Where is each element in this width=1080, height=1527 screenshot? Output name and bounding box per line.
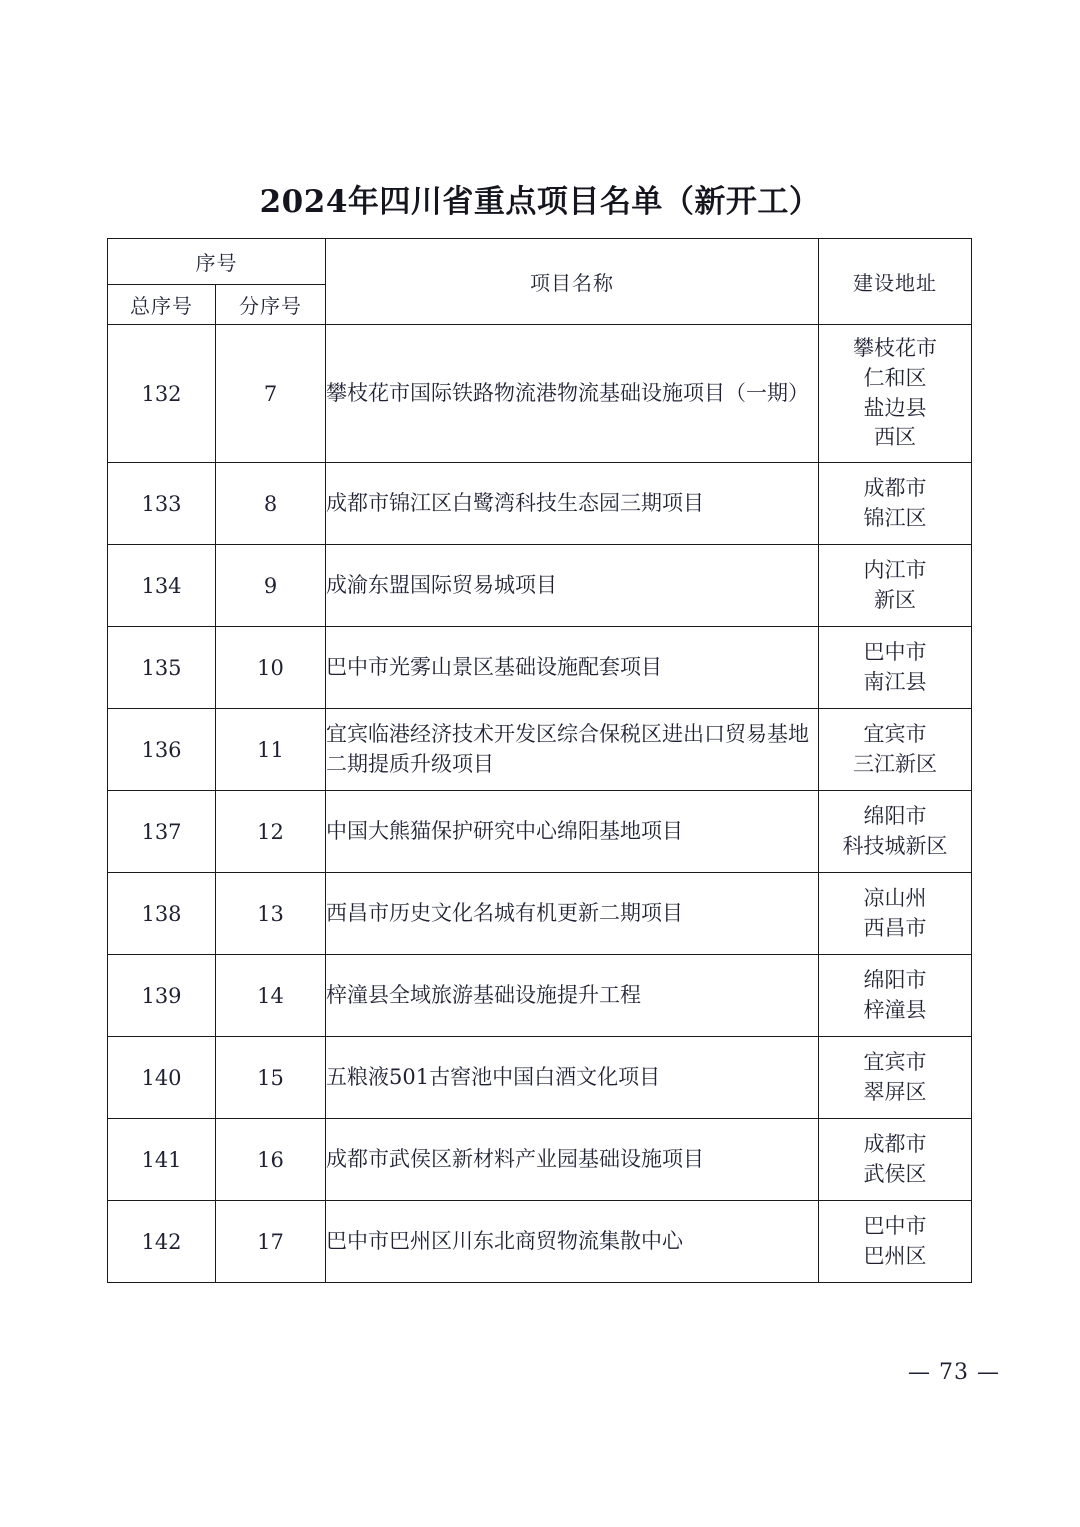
address-line: 科技城新区 (842, 833, 948, 858)
address-line: 西区 (874, 425, 916, 450)
cell-build-address (819, 1201, 972, 1283)
table-body (108, 325, 972, 1283)
table-row (108, 545, 972, 627)
cell-total-index: 138 (108, 873, 216, 955)
address-line: 宜宾市 (863, 1049, 927, 1074)
cell-project-name (326, 1037, 819, 1119)
table-row (108, 1037, 972, 1119)
column-header-build-address: 建设地址 (819, 239, 972, 325)
project-name-text: 中国大熊猫保护研究中心绵阳基地项目 (326, 818, 683, 843)
page-number: — 73 — (908, 1360, 1000, 1385)
key-projects-table (107, 238, 972, 1283)
project-name-text: 巴中市光雾山景区基础设施配套项目 (326, 654, 662, 679)
cell-project-name (326, 1119, 819, 1201)
table-row (108, 1201, 972, 1283)
address-line: 巴州区 (863, 1243, 927, 1268)
address-line: 成都市 (863, 1131, 927, 1156)
address-line: 巴中市 (863, 639, 927, 664)
cell-total-index: 133 (108, 463, 216, 545)
cell-total-index: 134 (108, 545, 216, 627)
cell-sub-index: 14 (216, 955, 326, 1037)
cell-build-address (819, 325, 972, 463)
cell-project-name (326, 955, 819, 1037)
address-line: 绵阳市 (863, 803, 927, 828)
cell-sub-index: 15 (216, 1037, 326, 1119)
cell-build-address (819, 873, 972, 955)
cell-total-index: 136 (108, 709, 216, 791)
cell-build-address (819, 1037, 972, 1119)
address-line: 仁和区 (863, 365, 927, 390)
cell-total-index: 135 (108, 627, 216, 709)
project-name-text: 宜宾临港经济技术开发区综合保税区进出口贸易基地二期提质升级项目 (326, 721, 809, 776)
cell-total-index: 141 (108, 1119, 216, 1201)
project-name-text: 成渝东盟国际贸易城项目 (326, 572, 557, 597)
column-header-project-name: 项目名称 (326, 239, 819, 325)
address-line: 凉山州 (863, 885, 927, 910)
page-title: 2024年四川省重点项目名单（新开工） (259, 184, 821, 220)
cell-sub-index: 7 (216, 325, 326, 463)
address-line: 内江市 (863, 557, 927, 582)
cell-sub-index: 12 (216, 791, 326, 873)
cell-build-address (819, 463, 972, 545)
address-line: 梓潼县 (863, 997, 927, 1022)
project-name-text: 五粮液501古窖池中国白酒文化项目 (326, 1064, 661, 1089)
cell-build-address (819, 1119, 972, 1201)
cell-sub-index: 13 (216, 873, 326, 955)
address-line: 武侯区 (863, 1161, 927, 1186)
column-header-total-index: 总序号 (108, 285, 216, 325)
cell-total-index: 132 (108, 325, 216, 463)
table-row (108, 709, 972, 791)
address-line: 西昌市 (863, 915, 927, 940)
cell-build-address (819, 709, 972, 791)
cell-sub-index: 8 (216, 463, 326, 545)
cell-project-name (326, 1201, 819, 1283)
project-name-text: 梓潼县全域旅游基础设施提升工程 (326, 982, 641, 1007)
cell-sub-index: 17 (216, 1201, 326, 1283)
cell-total-index: 140 (108, 1037, 216, 1119)
project-name-text: 攀枝花市国际铁路物流港物流基础设施项目（一期） (326, 380, 809, 405)
cell-project-name (326, 709, 819, 791)
cell-build-address (819, 955, 972, 1037)
table-row (108, 791, 972, 873)
address-line: 成都市 (863, 475, 927, 500)
address-line: 翠屏区 (863, 1079, 927, 1104)
project-name-text: 巴中市巴州区川东北商贸物流集散中心 (326, 1228, 683, 1253)
address-line: 锦江区 (863, 505, 927, 530)
cell-sub-index: 16 (216, 1119, 326, 1201)
table-row (108, 627, 972, 709)
table-row (108, 955, 972, 1037)
column-header-index-group: 序号 (108, 239, 326, 285)
cell-total-index: 142 (108, 1201, 216, 1283)
cell-project-name (326, 791, 819, 873)
cell-build-address (819, 627, 972, 709)
table-row (108, 873, 972, 955)
table-row (108, 1119, 972, 1201)
address-line: 巴中市 (863, 1213, 927, 1238)
address-line: 新区 (874, 587, 916, 612)
cell-project-name (326, 545, 819, 627)
cell-build-address (819, 545, 972, 627)
project-name-text: 成都市武侯区新材料产业园基础设施项目 (326, 1146, 704, 1171)
column-header-sub-index: 分序号 (216, 285, 326, 325)
project-name-text: 西昌市历史文化名城有机更新二期项目 (326, 900, 683, 925)
cell-project-name (326, 873, 819, 955)
cell-project-name (326, 627, 819, 709)
address-line: 盐边县 (863, 395, 927, 420)
table-row (108, 325, 972, 463)
table-header-row-group (108, 239, 972, 285)
project-name-text: 成都市锦江区白鹭湾科技生态园三期项目 (326, 490, 704, 515)
table-row (108, 463, 972, 545)
cell-sub-index: 10 (216, 627, 326, 709)
cell-sub-index: 11 (216, 709, 326, 791)
address-line: 宜宾市 (863, 721, 927, 746)
cell-project-name (326, 325, 819, 463)
cell-sub-index: 9 (216, 545, 326, 627)
cell-total-index: 137 (108, 791, 216, 873)
cell-project-name (326, 463, 819, 545)
address-line: 三江新区 (853, 751, 937, 776)
address-line: 绵阳市 (863, 967, 927, 992)
cell-total-index: 139 (108, 955, 216, 1037)
address-line: 攀枝花市 (853, 335, 937, 360)
table-header (108, 239, 972, 325)
address-line: 南江县 (863, 669, 927, 694)
cell-build-address (819, 791, 972, 873)
